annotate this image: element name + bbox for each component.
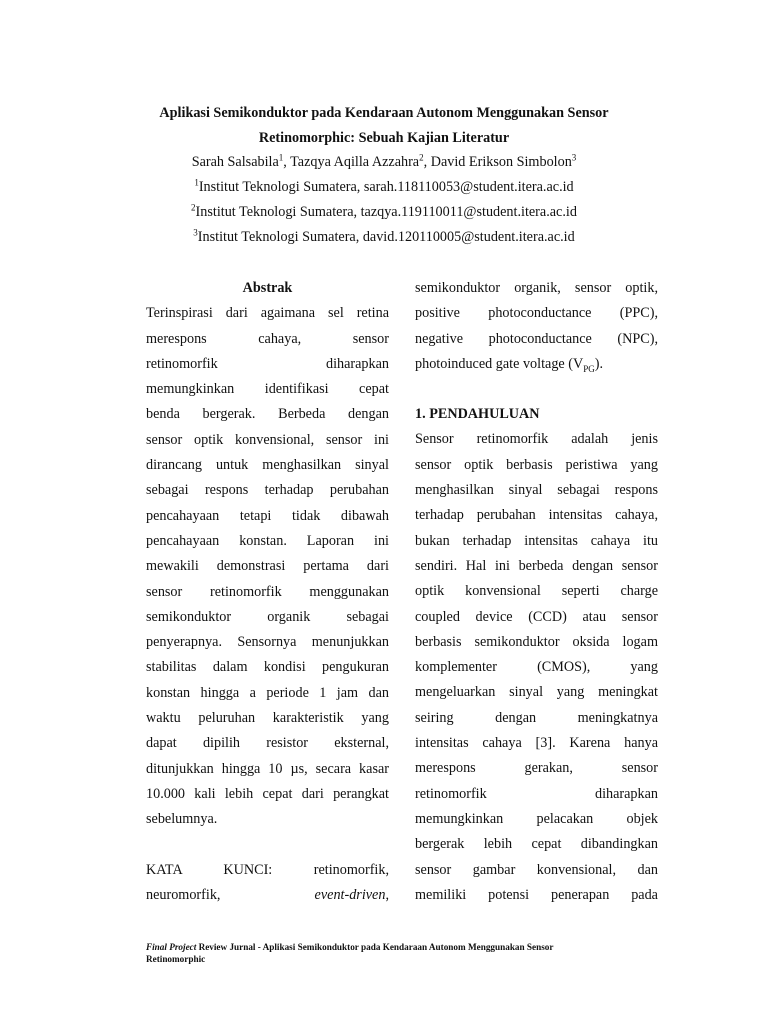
keywords-italic: event-driven: [314, 886, 386, 903]
affiliation-sup: 2: [191, 202, 196, 213]
title-line-1: Aplikasi Semikonduktor pada Kendaraan Autonom Menggunakan Sensor: [159, 105, 609, 121]
affiliation: [100, 225, 668, 250]
keywords-comma: ,: [385, 886, 389, 903]
paragraph-gap: [415, 377, 658, 402]
affiliation-sup: 1: [194, 177, 199, 188]
text-line: sendiri. Hal ini berbeda dengan sensor: [415, 557, 658, 574]
right-column: [415, 276, 658, 908]
text-line: memiliki potensi penerapan pada: [415, 886, 658, 903]
text-line: memungkinkan pelacakan objek: [415, 810, 658, 827]
author-sup: 1: [278, 152, 284, 163]
footer-italic: Final Project: [146, 942, 197, 952]
keywords-text: retinomorfik,: [313, 861, 390, 878]
text-line: sebagai respons terhadap perubahan: [146, 482, 389, 499]
paragraph-gap: [146, 833, 389, 858]
keywords-label: KATA KUNCI:: [146, 861, 273, 878]
text-line: sensor retinomorfik menggunakan: [146, 583, 389, 600]
text-line: menghasilkan sinyal sebagai respons: [415, 482, 658, 499]
author-name: Tazqya Aqilla Azzahra: [290, 154, 420, 170]
text-line: sensor optik berbasis peristiwa yang: [415, 456, 658, 473]
text-line: semikonduktor organik sebagai: [146, 608, 389, 625]
text-line: bergerak lebih cepat dibandingkan: [415, 836, 658, 853]
text-line: positive photoconductance (PPC),: [415, 305, 658, 322]
title-line-2: Retinomorphic: Sebuah Kajian Literatur: [258, 130, 510, 146]
text-line: waktu peluruhan karakteristik yang: [146, 710, 389, 727]
keywords-line: [415, 352, 658, 377]
text-line: sensor gambar konvensional, dan: [415, 861, 658, 878]
footer-line: [146, 941, 636, 953]
paper-title: [120, 101, 648, 151]
keywords-continued: [415, 276, 658, 352]
author-list: Sarah Salsabila$^1$, Tazqya Aqilla Azzahra$^2$, David Erikson Simbolon$^3$: [191, 152, 577, 170]
keywords-subscript: PG: [583, 363, 595, 374]
text-line: merespons cahaya, sensor: [146, 330, 389, 347]
author-sup: 3: [571, 152, 577, 163]
author-name: Sarah Salsabila: [191, 154, 279, 170]
left-column: [146, 276, 389, 908]
author-name: David Erikson Simbolon: [430, 154, 572, 170]
section-heading: 1. PENDAHULUAN: [415, 406, 540, 423]
text-line: bukan terhadap intensitas cahaya itu: [415, 532, 658, 549]
affiliation: [100, 175, 668, 200]
introduction-body: [415, 427, 658, 908]
text-line: merespons gerakan, sensor: [415, 760, 658, 777]
author-block: [100, 150, 668, 250]
footer-line: Retinomorphic: [146, 954, 206, 964]
affiliation-text: Institut Teknologi Sumatera, tazqya.119110011@student.itera.ac.id: [195, 204, 577, 220]
text-line: sensor optik konvensional, sensor ini: [146, 431, 389, 448]
text-line: pencahayaan konstan. Laporan ini: [146, 532, 389, 549]
text-line: komplementer (CMOS), yang: [415, 659, 658, 676]
footer-text: Review Jurnal - Aplikasi Semikonduktor pada Kendaraan Autonom Menggunakan Sensor: [196, 942, 554, 952]
text-line: negative photoconductance (NPC),: [415, 330, 658, 347]
abstract-body: [146, 301, 389, 832]
text-line: dirancang untuk menghasilkan sinyal: [146, 457, 389, 474]
text-line: intensitas cahaya [3]. Karena hanya: [415, 735, 658, 752]
text-line: sebelumnya.: [146, 811, 218, 828]
author-sup: 2: [419, 152, 424, 163]
text-line: 10.000 kali lebih cepat dari perangkat: [146, 785, 389, 802]
text-line: coupled device (CCD) atau sensor: [415, 608, 658, 625]
text-line: seiring dengan meningkatnya: [415, 709, 658, 726]
text-line: benda bergerak. Berbeda dengan: [146, 406, 389, 423]
text-line: terhadap perubahan intensitas cahaya,: [415, 507, 658, 524]
text-line: mengeluarkan sinyal yang meningkat: [415, 684, 658, 701]
text-line: semikonduktor organik, sensor optik,: [415, 280, 658, 296]
text-line: berbasis semikonduktor oksida logam: [415, 633, 658, 650]
text-line: penyerapnya. Sensornya menunjukkan: [146, 634, 389, 651]
text-line: dapat dipilih resistor eksternal,: [146, 735, 389, 752]
text-line: Terinspirasi dari agaimana sel retina: [146, 305, 389, 322]
keywords-text: photoinduced gate voltage (V: [415, 355, 584, 372]
text-line: ditunjukkan hingga 10 µs, secara kasar: [146, 760, 389, 777]
text-line: stabilitas dalam kondisi pengukuran: [146, 659, 389, 676]
text-line: retinomorfik diharapkan: [415, 785, 658, 802]
page-footer: [146, 941, 636, 965]
keywords-line: [146, 883, 389, 908]
affiliation: [100, 200, 668, 225]
text-line: pencahayaan tetapi tidak dibawah: [146, 507, 389, 524]
affiliation-text: Institut Teknologi Sumatera, sarah.118110053@student.itera.ac.id: [198, 179, 574, 195]
text-line: retinomorfik diharapkan: [146, 355, 389, 372]
keywords-text: ).: [594, 355, 604, 372]
keywords-text: neuromorfik,: [146, 886, 221, 903]
keywords-line: [146, 858, 389, 883]
text-line: mewakili demonstrasi pertama dari: [146, 558, 389, 575]
text-line: konstan hingga a periode 1 jam dan: [146, 684, 389, 701]
affiliation-sup: 3: [193, 227, 198, 238]
text-line: memungkinkan identifikasi cepat: [146, 381, 389, 398]
text-line: optik konvensional seperti charge: [415, 583, 658, 600]
affiliation-text: Institut Teknologi Sumatera, david.120110005@student.itera.ac.id: [197, 229, 575, 245]
text-line: Sensor retinomorfik adalah jenis: [415, 431, 658, 448]
abstract-heading: Abstrak: [242, 280, 293, 296]
